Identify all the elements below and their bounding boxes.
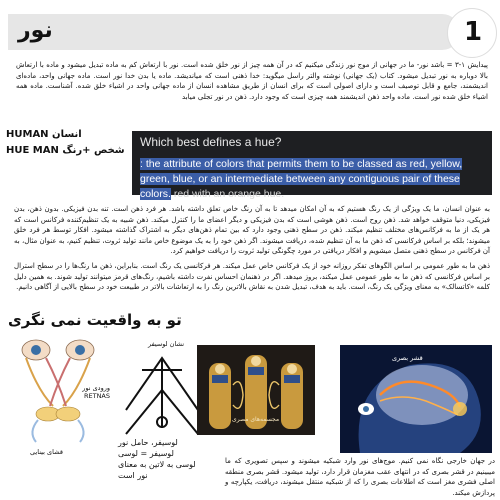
eye-caption-visual: قشای بینایی — [30, 448, 63, 456]
definition-rest: red with an orange hue. — [170, 188, 285, 200]
eye-caption-retinas: ورودی نور RETNAS — [82, 384, 110, 400]
header-bar — [8, 14, 460, 50]
section-title: تو به واقعیت نمی نگری — [8, 311, 182, 329]
hue-definition-box — [132, 131, 492, 200]
lucifer-line-3: لوسی به لاتین به معنای نور است — [118, 460, 196, 480]
brain-caption: قشر بصری — [392, 354, 423, 362]
body-paragraph-frequency: ذهن ما به طور عمومی بر اساس الگوهای تفکر روزانه خود از یک فرکانس خاص عمل میکند. هر فرکانسی یک رنگ است. بنابراین، ذهن ما رنگ‌ها را در سطح استرال بر اساس فرکانسی که ذهن ما به طور عمومی عمل میکند، بروز میدهد. اگر در ذهنمان احساس نفرت داشته باشیم، رنگ‌های قرمز میتوانند تولید شوند. به همین دلیل کلمه «کاتسالک» به معنای ویژگی یک رنگ، است. باید به هدف، تبدیل شدن به نقاش بالاترین رنگ را به ارتعاشات بالاتر در طبیعت خود در سطح بالایی از آگاهی دانیم. — [14, 262, 490, 291]
lucifer-notes — [118, 437, 208, 481]
definition-question: Which best defines a hue? — [140, 135, 282, 149]
label-hue-man: HUE MAN شخص +رنگ — [6, 145, 125, 156]
page-header — [0, 8, 500, 52]
chapter-number-badge — [447, 8, 497, 58]
egyptian-caption: مجسمه‌های مصری — [232, 416, 280, 423]
lucifer-line-2: لوسیفر = لوسی — [118, 449, 174, 458]
human-labels — [6, 128, 126, 157]
body-paragraph-mind: به عنوان انسان، ما یک ویژگی از یک رنگ هستیم که به آن امکان میدهد تا به آن رنگ خاص تعلق داشته باشد. هر فرد ذهن است. تنه بدن فیزیکی. بدون ذهن، بدن فیزیکی، دنیا متوقف خواهد شد. ذهن روح است. ذهن هوشی است که بدن فیزیکی و دیگر اعضای ما را کنترل میکند. ذهن شبیه به یک تنظیم‌کننده فرکانس است که هر یک از ما به فرکانس‌های مختلف تنظیم میکند. ذهن در سطح ذهنی وجود دارد که بین تمام ذهن‌های دیگر به اشتراک گذاشته میشود. افکار توسط هر فرد خلق میشوند؛ بلکه بر اساس فرکانسی که ذهن ما به آن تنظیم شده، دریافت میشوند. اگر ذهن خود را به یک موضوع خاص مانند تولید ثروت، تنظیم کنیم، به عنوان مثال، به آن فرکانس در سطح ذهنی متصل میشویم و افکار دریافتی در مورد چگونگی تولید ثروت را دریافت خواهیم کرد. — [14, 205, 490, 255]
visual-cortex-paragraph: در جهان خارجی نگاه نمی کنیم. موج‌های نور وارد شبکیه میشوند و سپس تصویری که ما میبینیم در قشر بصری که در انتهای عقب مغزمان قرار دارد، تولید میشود. قشر بصری منطقه اصلی فشری مغز است که اطلاعات بصری را که از شبکیه منتقل میشوند، دریافت، یکپارچه و پردازش میکند. — [225, 457, 495, 497]
label-human: HUMAN انسان — [6, 129, 82, 140]
definition-highlight: : the attribute of colors that permits them to be classed as red, yellow, green, blue, or an intermediate between any contiguous pair of these colors. — [140, 158, 463, 200]
lucifer-caption: نشان لوسیفر — [148, 340, 185, 348]
lucifer-line-1: لوسیفر، حامل نور — [118, 438, 178, 447]
page-title: نور — [18, 18, 53, 43]
chapter-number: 1 — [463, 17, 483, 47]
definition-answer — [140, 157, 488, 202]
intro-paragraph: پیدایش ۱-۳ = باشد نور- ما در جهانی از موج نور زندگی میکنیم که در آن همه چیز از نور خلق شده است. نور با ارتعاش کم به ماده تبدیل میشود و ماده با ارتعاش بالا دوباره به نور تبدیل میشود. کتاب (یک جهانی) نوشته والتر راسل میگوید: خدا ذهنی است که میاندیشد. ماده یا بدن خدا نور است. ماده جهانی واحد، ماده‌ای اندیشمند، جامع و قابل توصیف است و دارای اصولی است که برای انسان از طریق مشاهده انسان از ماده جهانی واحد در اشیاء خلق شده. آشناست. ماده همه اشیاء خلق شده نور است. ماده واحد ذهن اندیشمند همه چیزی است که وجود دارد. ذهن در نور تجلی میابد — [16, 61, 489, 101]
